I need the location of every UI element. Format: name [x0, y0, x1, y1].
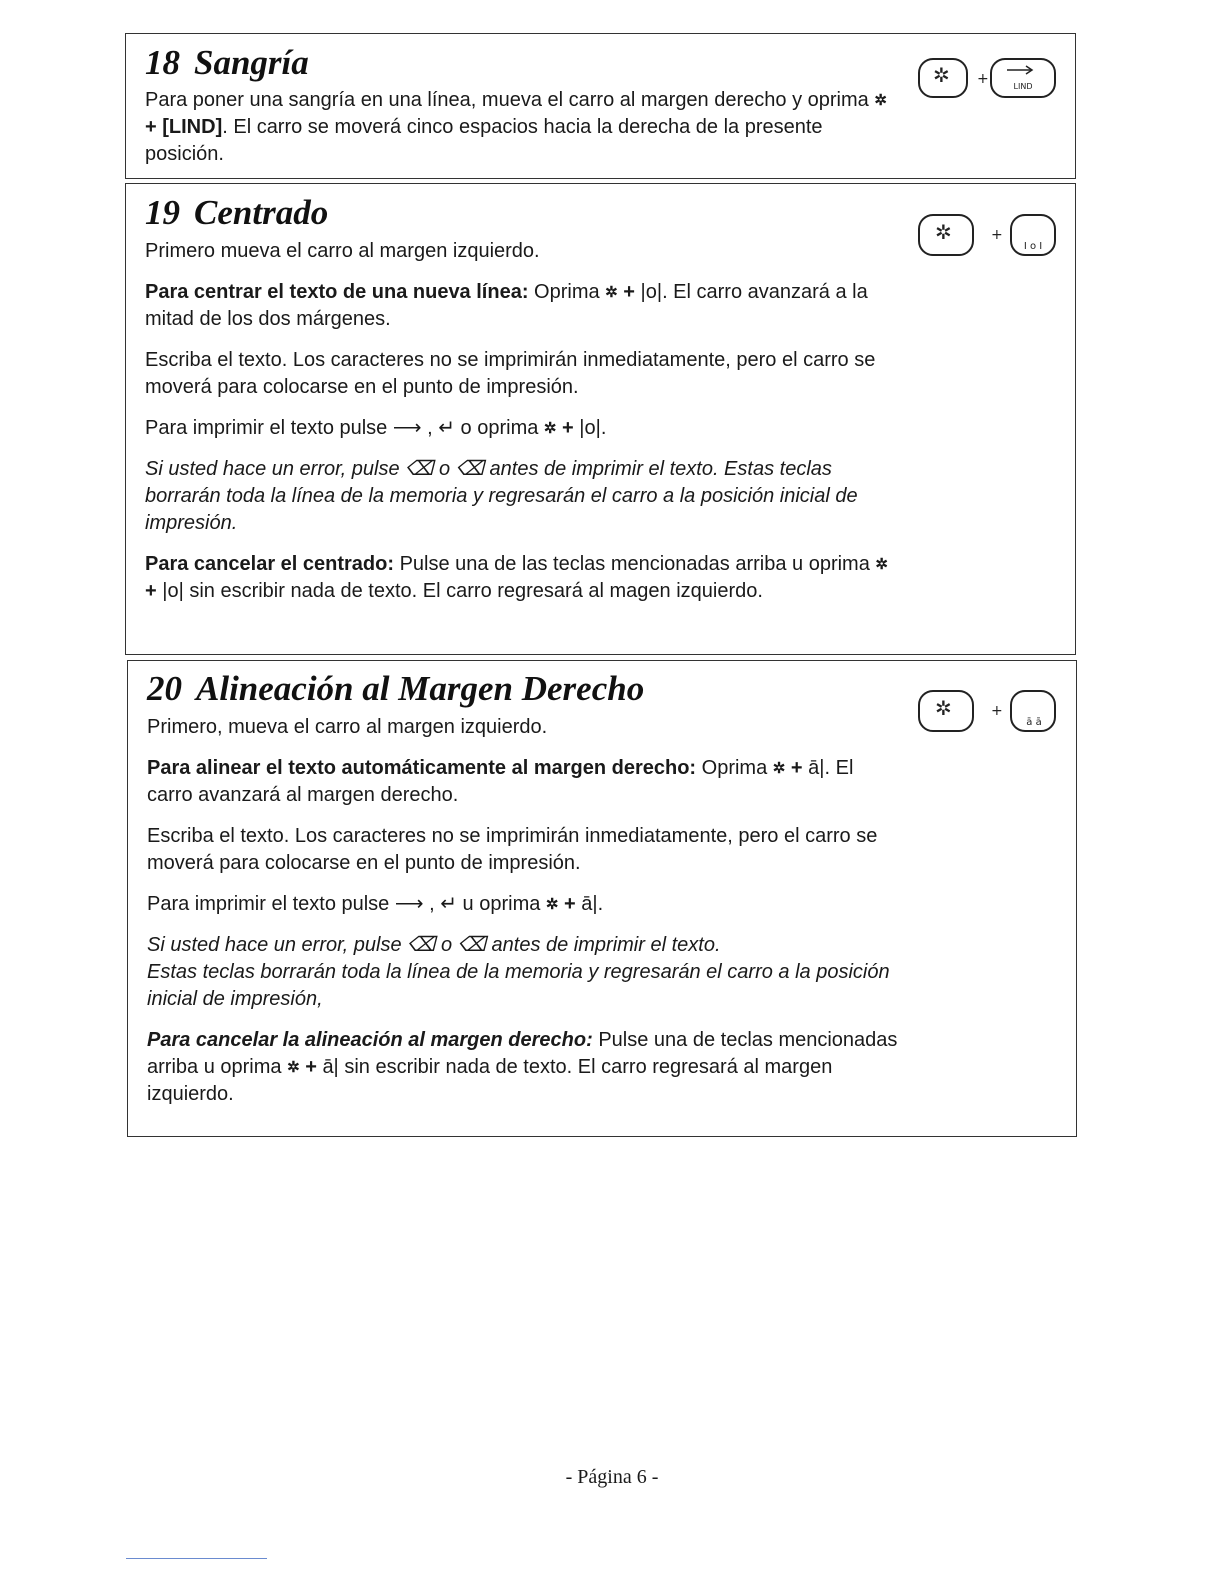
- text: sin escribir nada de texto. El carro regresará al margen izquierdo.: [147, 1056, 833, 1105]
- text: Para imprimir el texto pulse: [145, 417, 393, 439]
- plus-glyph: +: [991, 227, 1003, 243]
- key-name: |o|: [640, 281, 663, 303]
- plus-glyph: +: [977, 71, 989, 87]
- text: Para poner una sangría en una línea, mueva el carro al margen derecho y oprima: [145, 89, 875, 111]
- section-title-text: Alineación al Margen Derecho: [196, 669, 645, 708]
- return-key-icon: ↵: [438, 417, 455, 439]
- section-title: [145, 43, 309, 83]
- text: sin escribir nada de texto. El carro regresará al magen izquierdo.: [183, 580, 763, 602]
- text: Pulse una de teclas mencionadas arriba u oprima: [147, 1029, 898, 1078]
- text: Pulse una de las teclas mencionadas arriba u oprima: [394, 553, 876, 575]
- text: . El carro avanzará al margen derecho.: [147, 757, 854, 806]
- plus: +: [145, 580, 163, 602]
- plus: +: [299, 1056, 323, 1078]
- bold-lead: Para alinear el texto automáticamente al margen derecho:: [147, 757, 697, 779]
- plus: +: [617, 281, 641, 303]
- footer-divider: [126, 1558, 267, 1559]
- paragraph: Escriba el texto. Los caracteres no se imprimirán inmediatamente, pero el carro se moverá para colocarse en el punto de impresión.: [145, 349, 876, 398]
- text: Si usted hace un error, pulse: [147, 934, 408, 956]
- lind-key-icon: [991, 59, 1055, 97]
- section-18-sangria: [125, 33, 1076, 179]
- section-number: 19: [145, 193, 180, 232]
- plus: +: [558, 893, 582, 915]
- section-title: [145, 193, 328, 233]
- paragraph: [145, 456, 897, 537]
- paragraph: Escriba el texto. Los caracteres no se imprimirán inmediatamente, pero el carro se moverá para colocarse en el punto de impresión.: [147, 825, 878, 874]
- section-body: [147, 714, 899, 1122]
- tab-arrow-icon: ⟶: [392, 417, 422, 439]
- section-title: [147, 669, 644, 709]
- text: ,: [421, 417, 439, 439]
- paragraph: [147, 755, 899, 809]
- plus: +: [145, 116, 163, 138]
- section-title-text: Sangría: [194, 43, 309, 82]
- text: ,: [423, 893, 441, 915]
- paragraph: [147, 932, 899, 1013]
- text: . El carro avanzará a la mitad de los dos márgenes.: [145, 281, 868, 330]
- paragraph: [145, 87, 897, 168]
- section-body: [145, 87, 897, 182]
- delete-key-icon: ⌫: [405, 458, 434, 480]
- code-key-icon: ✲: [543, 420, 557, 437]
- section-20-alineacion: [127, 660, 1077, 1137]
- key-name: |o|: [579, 417, 601, 439]
- key-label: LIND: [1013, 82, 1033, 91]
- code-key-icon: ✲: [874, 92, 887, 109]
- text: u oprima: [456, 893, 546, 915]
- section-number: 18: [145, 43, 180, 82]
- code-key-glyph: ✲: [935, 696, 952, 720]
- bold-lead: Para centrar el texto de una nueva línea:: [145, 281, 529, 303]
- plus: +: [556, 417, 580, 439]
- key-name: ā|: [581, 893, 598, 915]
- paragraph: Primero, mueva el carro al margen izquierdo.: [147, 716, 548, 738]
- section-number: 20: [147, 669, 182, 708]
- text: o: [433, 458, 456, 480]
- key-combo-illustration: [917, 56, 1057, 102]
- paragraph: [147, 891, 899, 918]
- paragraph: Primero mueva el carro al margen izquierdo.: [145, 240, 540, 262]
- text: antes de imprimir el texto.: [485, 934, 721, 956]
- code-key-icon: ✲: [287, 1059, 300, 1076]
- text: Oprima: [528, 281, 606, 303]
- code-key-icon: ✲: [772, 760, 786, 777]
- text: antes de imprimir el texto. Estas teclas borrarán toda la línea de la memoria y regresarán el carro a la posición inicial de impresión.: [145, 458, 858, 534]
- bold-lead: Para cancelar el centrado:: [145, 553, 395, 575]
- paragraph: [145, 415, 897, 442]
- text: . El carro se moverá cinco espacios hacia la derecha de la presente posición.: [145, 116, 823, 165]
- key-label: I o I: [1023, 241, 1043, 252]
- paragraph: [147, 1027, 899, 1108]
- return-key-icon: ↵: [440, 893, 457, 915]
- text: o: [435, 934, 458, 956]
- text: .: [597, 893, 604, 915]
- key-name: |o|: [162, 580, 184, 602]
- text: Para imprimir el texto pulse: [147, 893, 395, 915]
- key-name: [LIND]: [162, 116, 223, 138]
- section-19-centrado: [125, 183, 1076, 655]
- text: Estas teclas borrarán toda la línea de la memoria y regresarán el carro a la posición inicial de impresión,: [147, 961, 890, 1010]
- key-combo-svg: [917, 688, 1057, 734]
- key-label: ā ā: [1026, 717, 1042, 728]
- key-combo-illustration: [917, 212, 1057, 258]
- bold-lead: Para cancelar la alineación al margen derecho:: [147, 1029, 593, 1051]
- section-title-text: Centrado: [194, 193, 329, 232]
- code-key-glyph: ✲: [933, 63, 950, 87]
- code-key-icon: ✲: [545, 896, 559, 913]
- correct-key-icon: ⌫: [457, 934, 486, 956]
- key-name: ā|: [322, 1056, 339, 1078]
- paragraph: [145, 279, 897, 333]
- code-key-icon: ✲: [605, 284, 618, 301]
- key-combo-svg: [917, 212, 1057, 258]
- code-key-glyph: ✲: [935, 220, 952, 244]
- code-key-icon: ✲: [875, 556, 888, 573]
- delete-key-icon: ⌫: [407, 934, 436, 956]
- key-combo-svg: [917, 56, 1057, 102]
- key-name: ā|: [808, 757, 825, 779]
- plus-glyph: +: [991, 703, 1003, 719]
- section-body: [145, 238, 897, 619]
- tab-arrow-icon: ⟶: [394, 893, 424, 915]
- text: Si usted hace un error, pulse: [145, 458, 406, 480]
- paragraph: [145, 551, 897, 605]
- text: o oprima: [454, 417, 544, 439]
- correct-key-icon: ⌫: [455, 458, 484, 480]
- text: .: [600, 417, 607, 439]
- page-number: - Página 6 -: [565, 1466, 659, 1488]
- plus: +: [785, 757, 809, 779]
- text: Oprima: [696, 757, 773, 779]
- key-combo-illustration: [917, 688, 1057, 734]
